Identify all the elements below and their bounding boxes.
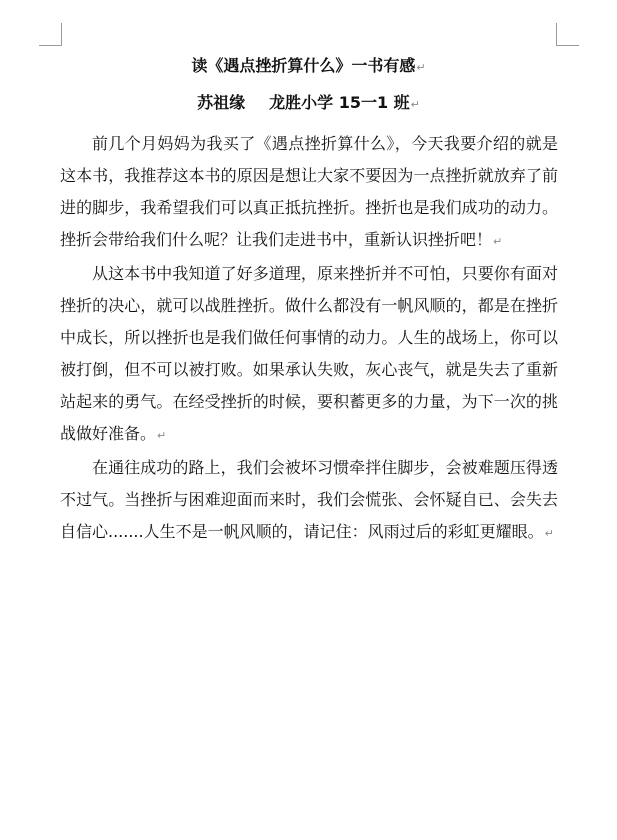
paragraph-text: 前几个月妈妈为我买了《遇点挫折算什么》，今天我要介绍的就是这本书，我推荐这本书的原因是想让大家不要因为一点挫折就放弃了前进的脚步，我希望我们可以真正抵抗挫折。挫折也是我们成功的动力。挫折会带给我们什么呢？让我们走进书中，重新认识挫折吧！ xyxy=(60,134,558,249)
document-body[interactable] xyxy=(60,128,558,550)
school-class: 龙胜小学 15一1 班 xyxy=(269,93,410,112)
body-paragraph-2[interactable] xyxy=(60,258,558,452)
paragraph-text: 在通往成功的路上，我们会被坏习惯牵拌住脚步，会被难题压得透不过气。当挫折与困难迎面而来时，我们会慌张、会怀疑自已、会失去自信心.......人生不是一帆风顺的，请记住：风雨过后的彩虹更耀眼。 xyxy=(60,458,558,541)
page-corner-mark-top-right xyxy=(556,23,579,46)
paragraph-mark-icon: ↵ xyxy=(410,98,420,111)
paragraph-mark-icon: ↵ xyxy=(416,61,426,74)
document-title-text: 读《遇点挫折算什么》一书有感 xyxy=(191,56,416,75)
body-paragraph-1[interactable] xyxy=(60,128,558,258)
paragraph-mark-icon: ↵ xyxy=(544,527,554,540)
body-paragraph-3[interactable] xyxy=(60,452,558,550)
paragraph-mark-icon: ↵ xyxy=(493,235,503,248)
paragraph-mark-icon: ↵ xyxy=(157,429,167,442)
page-corner-mark-top-left xyxy=(39,23,62,46)
byline[interactable] xyxy=(0,91,617,117)
author-name: 苏祖缘 xyxy=(197,93,246,112)
paragraph-text: 从这本书中我知道了好多道理，原来挫折并不可怕，只要你有面对挫折的决心，就可以战胜挫折。做什么都没有一帆风顺的，都是在挫折中成长，所以挫折也是我们做任何事情的动力。人生的战场上，你可以被打倒，但不可以被打败。如果承认失败，灰心丧气，就是失去了重新站起来的勇气。在经受挫折的时候，要积蓄更多的力量，为下一次的挑战做好准备。 xyxy=(60,264,558,443)
document-title[interactable] xyxy=(0,54,617,80)
